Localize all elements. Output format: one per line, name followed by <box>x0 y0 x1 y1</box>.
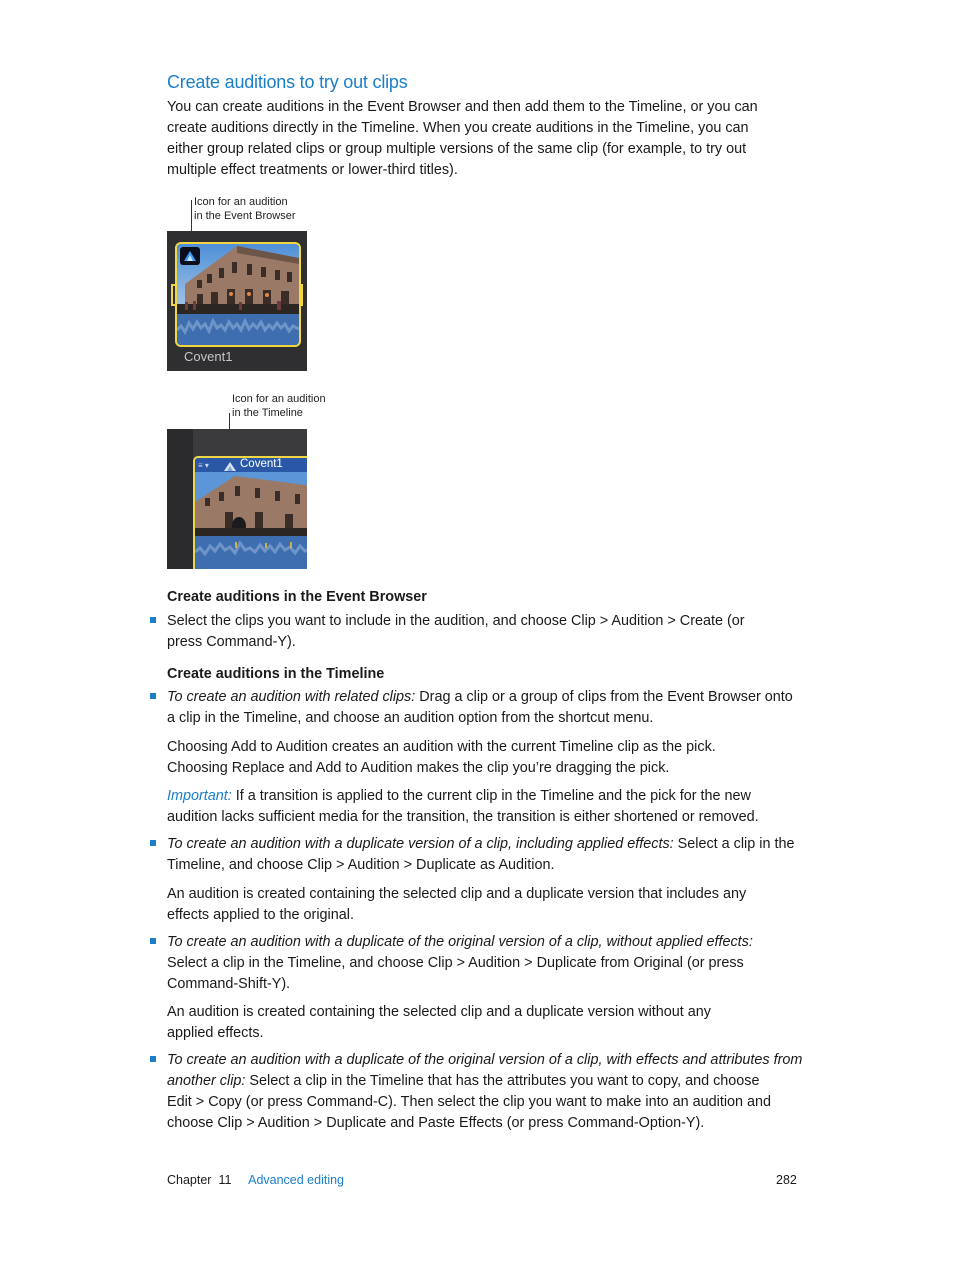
intro-paragraph <box>167 97 787 181</box>
bullet-marker <box>150 693 156 699</box>
text-line: audition lacks sufficient media for the transition, the transition is either shortened or removed. <box>167 809 759 825</box>
text-line: press Command-Y). <box>167 634 296 650</box>
timeline-screenshot <box>167 429 307 569</box>
italic-lead: another clip: <box>167 1073 246 1089</box>
bullet-marker <box>150 617 156 623</box>
timeline-lane <box>167 429 193 569</box>
intro-line: multiple effect treatments or lower-third titles). <box>167 162 458 178</box>
section-heading: Create auditions to try out clips <box>167 72 408 92</box>
chapter-number: 11 <box>218 1173 232 1187</box>
footer-chapter <box>167 1173 344 1187</box>
text-line: Timeline, and choose Clip > Audition > Duplicate as Audition. <box>167 857 555 873</box>
text-line: An audition is created containing the selected clip and a duplicate version without any <box>167 1004 711 1020</box>
audition-icon <box>180 247 200 265</box>
text-line <box>167 1071 827 1092</box>
bullet-text <box>167 1050 827 1134</box>
paragraph <box>167 1002 787 1044</box>
text-line: a clip in the Timeline, and choose an audition option from the shortcut menu. <box>167 710 654 726</box>
text-line: choose Clip > Audition > Duplicate and Paste Effects (or press Command-Option-Y). <box>167 1115 705 1131</box>
text-span: Select a clip in the <box>673 836 795 852</box>
intro-line: create auditions directly in the Timeline. When you create auditions in the Timeline, you can <box>167 120 749 136</box>
callout-line1: Icon for an audition <box>232 393 326 405</box>
italic-lead: To create an audition with a duplicate of the original version of a clip, with effects and attributes from <box>167 1052 803 1068</box>
callout-line1: Icon for an audition <box>194 196 288 208</box>
text-line <box>167 834 807 855</box>
bullet-marker <box>150 1056 156 1062</box>
clip-name: Covent1 <box>184 349 233 364</box>
clip-menu-icon: ≡ ▾ <box>198 461 209 470</box>
callout-line2: in the Timeline <box>232 407 303 419</box>
timeline-audition-clip <box>193 456 307 569</box>
subsection-title: Create auditions in the Event Browser <box>167 589 427 605</box>
text-line: effects applied to the original. <box>167 907 354 923</box>
text-line <box>167 687 807 708</box>
paragraph <box>167 884 787 926</box>
text-line: applied effects. <box>167 1025 264 1041</box>
text-span: If a transition is applied to the current clip in the Timeline and the pick for the new <box>231 788 751 804</box>
paragraph <box>167 737 787 779</box>
important-label: Important: <box>167 788 232 804</box>
chapter-label: Chapter <box>167 1173 212 1187</box>
text-line: Select the clips you want to include in the audition, and choose Clip > Audition > Create (or <box>167 613 745 629</box>
figure2-callout <box>232 392 326 420</box>
clip-name: Covent1 <box>240 458 283 470</box>
italic-lead: To create an audition with related clips: <box>167 689 416 705</box>
building-photo <box>195 472 307 569</box>
text-span: Select a clip in the Timeline that has the attributes you want to copy, and choose <box>245 1073 760 1089</box>
subsection-title: Create auditions in the Timeline <box>167 666 385 682</box>
italic-lead: To create an audition with a duplicate of the original version of a clip, without applied effects: <box>167 934 753 950</box>
text-line: Edit > Copy (or press Command-C). Then select the clip you want to make into an audition and <box>167 1094 772 1110</box>
intro-line: either group related clips or group multiple versions of the same clip (for example, to try out <box>167 141 747 157</box>
text-line: Command-Shift-Y). <box>167 976 291 992</box>
important-note <box>167 786 807 828</box>
figure1-callout <box>194 195 296 223</box>
italic-lead: To create an audition with a duplicate version of a clip, including applied effects: <box>167 836 674 852</box>
chapter-title-link[interactable]: Advanced editing <box>248 1173 345 1187</box>
callout-line2: in the Event Browser <box>194 210 296 222</box>
text-line: An audition is created containing the selected clip and a duplicate version that includes any <box>167 886 747 902</box>
bullet-marker <box>150 938 156 944</box>
bullet-text <box>167 611 787 653</box>
event-browser-screenshot <box>167 231 307 371</box>
bullet-text <box>167 687 807 729</box>
text-line: Select a clip in the Timeline, and choose Clip > Audition > Duplicate from Original (or press <box>167 955 744 971</box>
page-number: 282 <box>776 1173 797 1187</box>
text-line <box>167 786 807 807</box>
bullet-text <box>167 834 807 876</box>
text-line: Choosing Add to Audition creates an audition with the current Timeline clip as the pick. <box>167 739 716 755</box>
text-line: Choosing Replace and Add to Audition makes the clip you’re dragging the pick. <box>167 760 670 776</box>
intro-line: You can create auditions in the Event Browser and then add them to the Timeline, or you can <box>167 99 758 115</box>
text-span: Drag a clip or a group of clips from the Event Browser onto <box>415 689 793 705</box>
bullet-text <box>167 932 807 995</box>
bullet-marker <box>150 840 156 846</box>
